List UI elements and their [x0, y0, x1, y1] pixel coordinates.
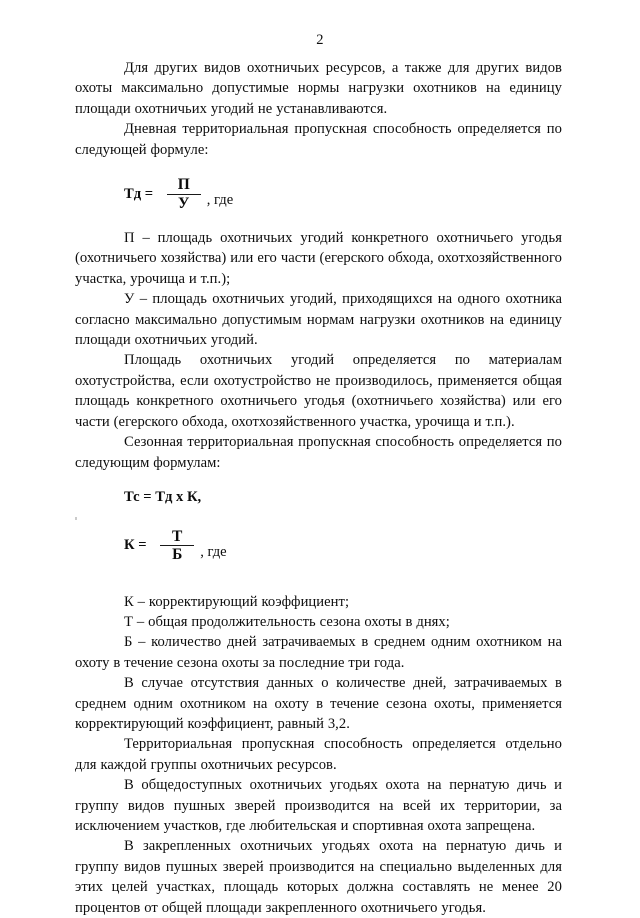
formula-k-lhs: К =	[124, 537, 151, 554]
definition-u: У – площадь охотничьих угодий, приходящихся на одного охотника согласно максимально допустимым нормам нагрузки охотников на единицу площади охотничьих угодий.	[75, 291, 562, 349]
formula-k-numerator: Т	[172, 527, 183, 545]
definition-t: Т – общая продолжительность сезона охоты в днях;	[124, 613, 450, 630]
formula-correction-coefficient	[75, 529, 562, 563]
formula-daily-denominator: У	[178, 194, 190, 212]
formula-k-fraction	[160, 529, 194, 563]
spacer	[75, 160, 562, 177]
spacer	[75, 211, 562, 228]
definition-b: Б – количество дней затрачиваемых в среднем одним охотником на охоту в течение сезона охоты за последние три года.	[75, 634, 562, 671]
paragraph-4: Сезонная территориальная пропускная способность определяется по следующим формулам:	[75, 434, 562, 471]
page-number: 2	[316, 32, 324, 48]
formula-k-tail: , где	[200, 543, 227, 560]
paragraph-3: Площадь охотничьих угодий определяется по материалам охотустройства, если охотустройство не производилось, применяется общая площадь конкретного охотничьего угодья (охотничьего хозяйства) или его части (егерского обхода, охотхозяйственного участка, урочища и т.п.).	[75, 352, 562, 430]
spacer	[75, 473, 562, 490]
formula-k-denominator: Б	[172, 546, 183, 563]
paragraph-2: Дневная территориальная пропускная способность определяется по следующей формуле:	[75, 121, 562, 158]
definition-k: К – корректирующий коэффициент;	[124, 593, 350, 610]
paragraph-7: В общедоступных охотничьих угодьях охота на пернатую дичь и группу видов пушных зверей производится на всей их территории, за исключением участков, где любительская и спортивная охота запрещена.	[75, 777, 562, 834]
spacer	[75, 580, 562, 592]
formula-daily-tail: , где	[206, 192, 234, 209]
paragraph-1: Для других видов охотничьих ресурсов, а также для других видов охоты максимально допустимые нормы нагрузки охотников на единицу площади охотничьих угодий не устанавливаются.	[75, 60, 562, 117]
spacer	[75, 563, 562, 580]
paragraph-5: В случае отсутствия данных о количестве дней, затрачиваемых в среднем одним охотником на охоту в течение сезона охоты, применяется корректирующий коэффициент, равный 3,2.	[75, 675, 562, 732]
spacer	[75, 505, 562, 522]
paragraph-6: Территориальная пропускная способность определяется отдельно для каждой группы охотничьих ресурсов.	[75, 736, 562, 773]
formula-daily-lhs: Тд =	[124, 185, 157, 202]
spacer	[75, 522, 562, 529]
formula-seasonal-text: Тс = Тд х К,	[124, 488, 202, 505]
formula-daily-fraction	[167, 177, 201, 211]
paragraph-8: В закрепленных охотничьих угодьях охота на пернатую дичь и группу видов пушных зверей производится на специально выделенных для этих целей участках, площадь которых должна составлять не менее 20 процентов от общей площади закрепленного охотничьего угодья.	[75, 838, 562, 916]
definition-p: П – площадь охотничьих угодий конкретного охотничьего угодья (охотничьего хозяйства) или его части (егерского обхода, охотхозяйственного участка, урочища и т.п.);	[75, 230, 562, 287]
formula-seasonal-capacity	[75, 490, 562, 505]
formula-daily-capacity	[75, 177, 562, 211]
formula-daily-numerator: П	[177, 176, 190, 194]
page-body	[75, 58, 562, 918]
